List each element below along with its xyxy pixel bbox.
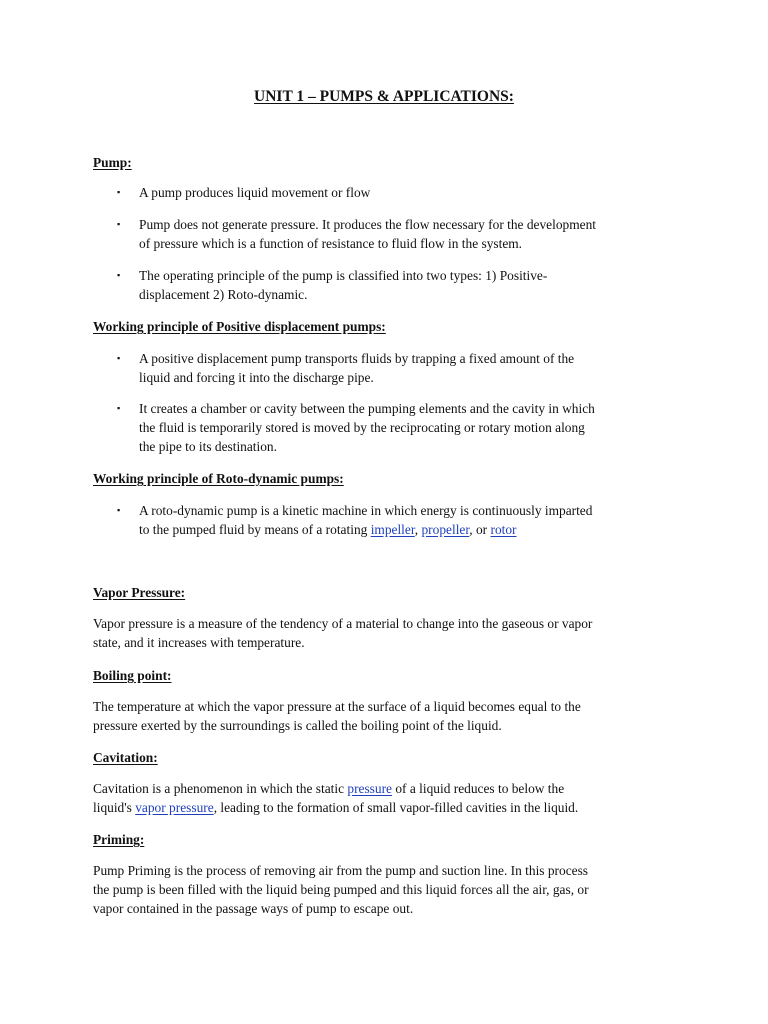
text-segment: to the pumped fluid by means of a rotating [139,522,371,537]
paragraph-cavitation [93,779,683,817]
text-segment: of a liquid reduces to below the [392,781,565,796]
paragraph-boiling-point [93,697,683,735]
bullet-marker: ▪ [117,403,121,413]
list-item [139,501,684,539]
list-item [139,215,684,253]
heading-vapor-pressure: Vapor Pressure: [93,585,186,600]
bullet-marker: ▪ [117,187,121,197]
list-item-line: the fluid is temporarily stored is moved by the reciprocating or rotary motion along [139,420,585,435]
heading-positive-displacement: Working principle of Positive displacement pumps: [93,319,386,334]
paragraph-vapor-pressure [93,614,683,652]
text-segment: , [414,522,422,537]
text-segment: liquid's [93,800,136,815]
list-item-line: of pressure which is a function of resistance to fluid flow in the system. [139,236,523,251]
list-item-line [139,520,684,539]
paragraph-line [93,779,683,798]
propeller-link[interactable]: propeller [421,522,470,537]
text-segment: , or [469,522,491,537]
paragraph-line: the pump is been filled with the liquid being pumped and this liquid forces all the air, gas, or [93,882,589,897]
list-item [139,183,684,202]
heading-priming: Priming: [93,832,145,847]
paragraph-line: Pump Priming is the process of removing air from the pump and suction line. In this process [93,863,589,878]
bullet-marker: ▪ [117,270,121,280]
list-item [139,349,684,387]
impeller-link[interactable]: impeller [370,522,415,537]
list-item-line: the pipe to its destination. [139,439,277,454]
bullet-marker: ▪ [117,353,121,363]
list-item-line: displacement 2) Roto-dynamic. [139,287,308,302]
bullet-marker: ▪ [117,219,121,229]
rotor-link[interactable]: rotor [490,522,517,537]
text-segment: Cavitation is a phenomenon in which the static [93,781,348,796]
heading-roto-dynamic: Working principle of Roto-dynamic pumps: [93,471,344,486]
list-item-line: A pump produces liquid movement or flow [139,185,371,200]
list-item [139,266,684,304]
heading-boiling-point: Boiling point: [93,668,172,683]
paragraph-priming [93,861,683,918]
paragraph-line: state, and it increases with temperature. [93,635,305,650]
list-item-line: Pump does not generate pressure. It produces the flow necessary for the development [139,217,596,232]
bullet-marker: ▪ [117,505,121,515]
paragraph-line [93,798,683,817]
vapor-pressure-link[interactable]: vapor pressure [135,800,214,815]
paragraph-line: vapor contained in the passage ways of pump to escape out. [93,901,414,916]
paragraph-line: Vapor pressure is a measure of the tendency of a material to change into the gaseous or vapor [93,616,593,631]
paragraph-line: pressure exerted by the surroundings is called the boiling point of the liquid. [93,718,502,733]
list-item-line: The operating principle of the pump is classified into two types: 1) Positive- [139,268,548,283]
list-item [139,399,684,456]
list-item-line: A positive displacement pump transports fluids by trapping a fixed amount of the [139,351,575,366]
list-item-line: It creates a chamber or cavity between the pumping elements and the cavity in which [139,401,595,416]
pressure-link[interactable]: pressure [347,781,392,796]
text-segment: , leading to the formation of small vapor-filled cavities in the liquid. [213,800,579,815]
list-item-line: A roto-dynamic pump is a kinetic machine in which energy is continuously imparted [139,503,593,518]
page-title: UNIT 1 – PUMPS & APPLICATIONS: [254,88,514,105]
heading-pump: Pump: [93,155,132,170]
heading-cavitation: Cavitation: [93,750,158,765]
list-item-line: liquid and forcing it into the discharge pipe. [139,370,374,385]
paragraph-line: The temperature at which the vapor pressure at the surface of a liquid becomes equal to the [93,699,581,714]
